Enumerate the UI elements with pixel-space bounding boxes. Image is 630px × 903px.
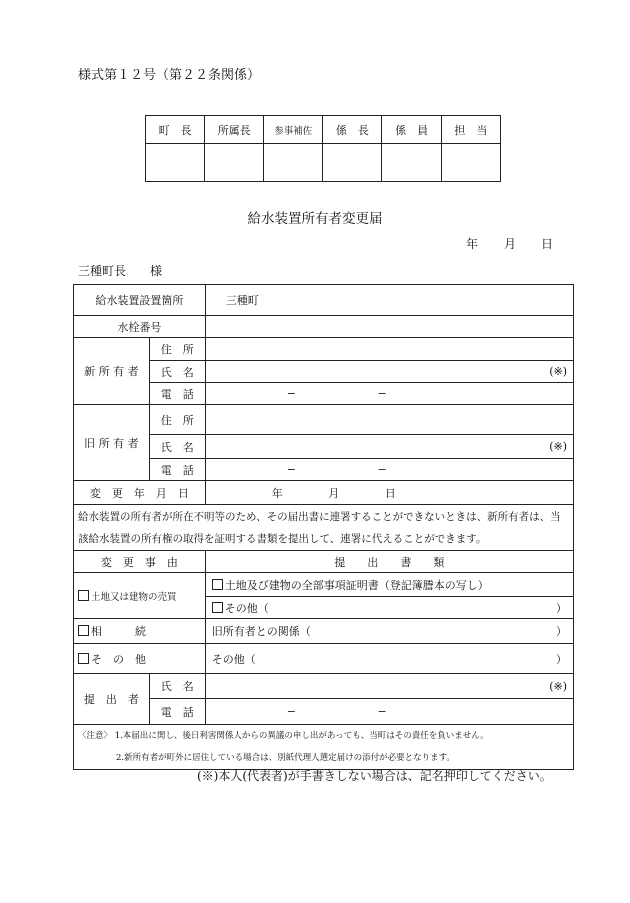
change-date-label: 変 更 年 月 日 <box>74 481 206 505</box>
notes-cell <box>74 725 574 770</box>
new-owner-address-field[interactable] <box>205 338 573 361</box>
change-date-field[interactable] <box>205 481 573 505</box>
checkbox-icon[interactable] <box>212 579 223 590</box>
approval-header-dept-head: 所属長 <box>205 116 264 144</box>
approval-stamp-table <box>145 115 501 182</box>
notice-line: 給水装置の所有者が所在不明等のため、その届出書に連署することができないときは、新所有者は、当 <box>78 510 561 523</box>
new-owner-label: 新 所 有 者 <box>74 338 150 405</box>
date-month: 月 <box>504 237 517 251</box>
phone-dash: − <box>377 705 387 718</box>
doc-sale-2-label: その他（ <box>224 601 269 615</box>
approval-stamp-cell[interactable] <box>441 144 500 182</box>
new-owner-name-field[interactable] <box>205 361 573 383</box>
doc-sale-1-label: 土地及び建物の全部事項証明書（登記簿謄本の写し） <box>224 578 489 592</box>
close-paren: ） <box>556 652 567 666</box>
old-owner-name-label: 氏 名 <box>149 435 205 459</box>
reason-other[interactable] <box>74 644 206 674</box>
approval-stamp-cell[interactable] <box>323 144 382 182</box>
main-form-table <box>73 284 574 770</box>
seal-mark: (※) <box>549 365 567 378</box>
approval-header-staff: 係 員 <box>382 116 441 144</box>
date-year: 年 <box>466 237 479 251</box>
phone-dash: − <box>286 463 296 476</box>
phone-dash: − <box>286 705 296 718</box>
submitter-phone-label: 電 話 <box>149 699 205 725</box>
approval-header-charge: 担 当 <box>441 116 500 144</box>
notice-line: 該給水装置の所有権の取得を証明する書類を提出して、連署に代えることができます。 <box>78 532 487 545</box>
note-line: 2.新所有者が町外に居住している場合は、別紙代理人選定届けの添付が必要となります。 <box>116 753 455 763</box>
reason-header: 変 更 事 由 <box>74 551 206 573</box>
checkbox-icon[interactable] <box>78 625 89 636</box>
phone-dash: − <box>377 387 387 400</box>
close-paren: ） <box>556 601 567 615</box>
phone-dash: − <box>377 463 387 476</box>
new-owner-name-label: 氏 名 <box>149 361 205 383</box>
date-day: 日 <box>541 237 554 251</box>
approval-stamp-cell[interactable] <box>146 144 205 182</box>
change-date-year: 年 <box>271 486 283 500</box>
close-paren: ） <box>556 625 567 638</box>
submitter-label: 提 出 者 <box>74 674 150 725</box>
notice-cell <box>74 505 574 551</box>
submitter-phone-field[interactable] <box>205 699 573 725</box>
approval-header-mayor: 町 長 <box>146 116 205 144</box>
doc-other-label: その他（ <box>211 652 256 666</box>
old-owner-label: 旧 所 有 者 <box>74 405 150 481</box>
phone-dash: − <box>286 387 296 400</box>
checkbox-icon[interactable] <box>212 602 223 613</box>
seal-mark: (※) <box>549 679 567 693</box>
checkbox-icon[interactable] <box>78 653 89 664</box>
approval-header-deputy: 参事補佐 <box>264 116 323 144</box>
docs-header: 提 出 書 類 <box>205 551 573 573</box>
approval-stamp-cell[interactable] <box>382 144 441 182</box>
seal-mark: (※) <box>549 440 567 453</box>
reason-sale-label: 土地又は建物の売買 <box>91 591 177 603</box>
new-owner-phone-label: 電 話 <box>149 383 205 405</box>
reason-sale[interactable] <box>74 573 206 619</box>
note-line: 〈注意〉 1.本届出に関し、後日利害関係人からの異議の申し出があっても、当町はその責任を負いません。 <box>78 731 489 741</box>
install-location-value[interactable]: 三種町 <box>205 285 573 316</box>
old-owner-address-label: 住 所 <box>149 405 205 435</box>
footer-note: (※)本人(代表者)が手書きしない場合は、記名押印してください。 <box>197 769 552 783</box>
doc-inherit-label: 旧所有者との関係（ <box>211 625 311 638</box>
doc-sale-1[interactable] <box>205 573 573 597</box>
old-owner-phone-label: 電 話 <box>149 459 205 481</box>
meter-number-label: 水栓番号 <box>74 316 206 338</box>
reason-inherit-label: 相 続 <box>91 625 146 638</box>
submitter-name-field[interactable] <box>205 674 573 699</box>
approval-stamp-cell[interactable] <box>264 144 323 182</box>
doc-inherit[interactable] <box>205 619 573 644</box>
new-owner-address-label: 住 所 <box>149 338 205 361</box>
reason-inherit[interactable] <box>74 619 206 644</box>
form-number: 様式第１２号（第２２条関係） <box>78 68 261 83</box>
form-title: 給水装置所有者変更届 <box>247 211 383 227</box>
submitter-name-label: 氏 名 <box>149 674 205 699</box>
install-location-label: 給水装置設置箇所 <box>74 285 206 316</box>
old-owner-name-field[interactable] <box>205 435 573 459</box>
new-owner-phone-field[interactable] <box>205 383 573 405</box>
addressee: 三種町長 様 <box>78 264 163 278</box>
approval-header-chief: 係 長 <box>323 116 382 144</box>
meter-number-field[interactable] <box>205 316 573 338</box>
change-date-month: 月 <box>328 486 340 500</box>
old-owner-address-field[interactable] <box>205 405 573 435</box>
approval-stamp-cell[interactable] <box>205 144 264 182</box>
reason-other-label: そ の 他 <box>91 652 146 666</box>
checkbox-icon[interactable] <box>78 590 89 601</box>
old-owner-phone-field[interactable] <box>205 459 573 481</box>
doc-sale-2[interactable] <box>205 597 573 619</box>
change-date-day: 日 <box>384 486 396 500</box>
doc-other[interactable] <box>205 644 573 674</box>
